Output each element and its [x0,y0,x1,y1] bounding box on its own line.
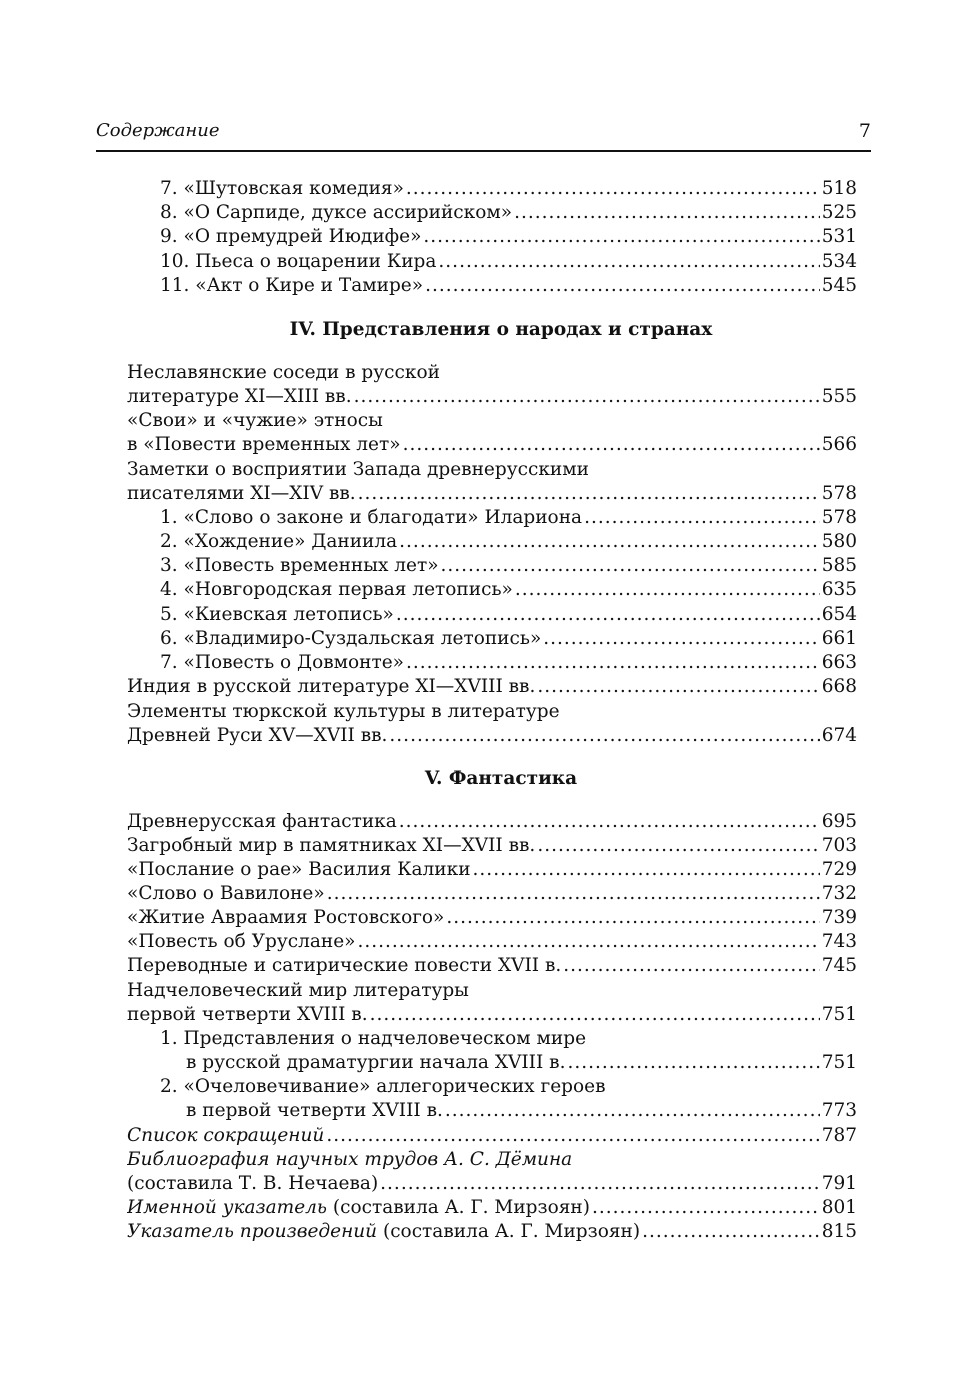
toc-leader-dots [403,433,820,457]
toc-leader-dots [592,1196,820,1220]
toc-entry-page: 635 [821,579,857,600]
toc-entry-title-line[interactable]: Заметки о восприятии Запада древнерусскими [127,459,589,480]
toc-entry-page: 525 [821,202,857,223]
toc-entry-title: в первой четверти XVIII в. [186,1100,443,1121]
toc-entry-page: 703 [821,835,857,856]
toc-leader-dots [642,1220,820,1244]
toc-entry-title: 8. «О Сарпиде, дуксе ассирийском» [160,202,513,223]
toc-entry-title: 1. «Слово о законе и благодати» Илариона [160,507,583,528]
toc-entry[interactable] [127,433,857,457]
toc-leader-dots [441,554,820,578]
toc-leader-dots [567,1051,819,1075]
toc-leader-dots [514,201,820,225]
toc-entry-page: 555 [821,386,857,407]
toc-entry[interactable] [186,1099,857,1123]
toc-entry-title-italic: Именной указатель [127,1197,327,1218]
toc-entry[interactable] [160,225,857,249]
toc-entry-title-line[interactable]: 1. Представления о надчеловеческом мире [160,1028,587,1049]
toc-entry-page: 674 [821,725,857,746]
running-head-page-number: 7 [858,120,871,142]
toc-entry-title: Индия в русской литературе XI—XVIII вв. [127,676,536,697]
toc-entry[interactable] [186,1051,857,1075]
toc-leader-dots [537,834,819,858]
toc-leader-dots [370,1003,820,1027]
toc-leader-dots [326,1124,819,1148]
toc-entry-page: 695 [821,811,857,832]
toc-entry-title: 7. «Повесть о Довмонте» [160,652,405,673]
toc-leader-dots [399,810,820,834]
toc-entry[interactable] [160,603,857,627]
toc-entry-page: 534 [821,251,857,272]
toc-leader-dots [473,858,820,882]
toc-entry[interactable] [160,201,857,225]
toc-entry-page: 743 [821,931,857,952]
toc-entry-title: «Житие Авраамия Ростовского» [127,907,445,928]
toc-entry-title-line[interactable]: Надчеловеческий мир литературы [127,980,469,1001]
toc-entry[interactable] [160,627,857,651]
toc-entry[interactable] [127,834,857,858]
toc-entry[interactable] [160,554,857,578]
toc-entry-title: писателями XI—XIV вв. [127,483,356,504]
toc-entry[interactable] [127,1220,857,1244]
toc-entry-title-line[interactable]: «Свои» и «чужие» этносы [127,410,383,431]
toc-entry[interactable] [127,954,857,978]
toc-entry-page: 580 [821,531,857,552]
toc-entry-title: «Повесть об Уруслане» [127,931,356,952]
toc-entry[interactable] [127,1003,857,1027]
toc-entry[interactable] [127,858,857,882]
toc-leader-dots [537,675,819,699]
section-heading-iv: IV. Представления о народах и странах [289,319,713,340]
toc-entry-title-line[interactable]: 2. «Очеловечивание» аллегорических героев [160,1076,606,1097]
toc-entry-page: 566 [821,434,857,455]
toc-entry[interactable] [127,906,857,930]
toc-entry-page: 815 [821,1221,857,1242]
toc-entry[interactable] [127,675,857,699]
toc-entry-page: 661 [821,628,857,649]
toc-entry-title-rest: (составила А. Г. Мирзоян) [327,1197,590,1218]
toc-entry-title: литературе XI—XIII вв. [127,386,352,407]
toc-entry-title-rest: (составила А. Г. Мирзоян) [377,1221,641,1242]
toc-entry-title: «Слово о Вавилоне» [127,883,325,904]
toc-entry-title: в русской драматургии начала XVIII в. [186,1052,566,1073]
toc-entry[interactable] [127,930,857,954]
toc-entry-title-line[interactable]: Элементы тюркской культуры в литературе [127,701,560,722]
toc-entry-page: 732 [821,883,857,904]
toc-leader-dots [396,603,820,627]
toc-leader-dots [446,906,819,930]
toc-entry-page: 531 [821,226,857,247]
toc-leader-dots [406,177,820,201]
toc-entry-page: 801 [821,1197,857,1218]
toc-entry-page: 585 [821,555,857,576]
toc-entry-title: Древней Руси XV—XVII вв. [127,725,388,746]
toc-entry-title: Древнерусская фантастика [127,811,397,832]
toc-leader-dots [515,578,820,602]
toc-leader-dots [399,530,820,554]
toc-entry[interactable] [160,177,857,201]
section-heading-v: V. Фантастика [424,768,578,789]
toc-leader-dots [380,1172,820,1196]
page-header [96,118,871,152]
toc-entry-title: Загробный мир в памятниках XI—XVII вв. [127,835,536,856]
toc-entry[interactable] [160,274,857,298]
toc-entry-page: 729 [821,859,857,880]
toc-entry-page: 545 [821,275,857,296]
toc-entry-title: в «Повести временных лет» [127,434,401,455]
toc-leader-dots [354,385,820,409]
toc-entry-page: 787 [821,1125,857,1146]
toc-entry-page: 663 [821,652,857,673]
running-head-title: Содержание [96,120,220,141]
toc-entry-title: 5. «Киевская летопись» [160,604,394,625]
toc-entry[interactable] [160,250,857,274]
toc-leader-dots [406,651,820,675]
toc-entry-title: Переводные и сатирические повести XVII в. [127,955,562,976]
toc-entry-page: 578 [821,483,857,504]
toc-entry-title: (составила Т. В. Нечаева) [127,1173,379,1194]
toc-entry-page: 751 [821,1004,857,1025]
toc-entry[interactable] [127,810,857,834]
toc-leader-dots [327,882,820,906]
toc-leader-dots [543,627,819,651]
toc-entry-title: 10. Пьеса о воцарении Кира [160,251,437,272]
toc-leader-dots [423,225,819,249]
toc-entry[interactable] [127,385,857,409]
toc-entry-title-italic: Указатель произведений [127,1221,378,1242]
toc-entry-page: 578 [821,507,857,528]
toc-entry[interactable] [160,530,857,554]
toc-entry-page: 751 [821,1052,857,1073]
toc-entry-title: 7. «Шутовская комедия» [160,178,404,199]
toc-entry-page: 518 [821,178,857,199]
toc-leader-dots [358,482,820,506]
toc-entry-title: 4. «Новгородская первая летопись» [160,579,513,600]
toc-entry-title: 11. «Акт о Кире и Тамире» [160,275,424,296]
toc-entry-title: первой четверти XVIII в. [127,1004,368,1025]
toc-entry-title: 9. «О премудрей Июдифе» [160,226,422,247]
toc-entry-title: 3. «Повесть временных лет» [160,555,439,576]
toc-entry[interactable] [160,578,857,602]
toc-leader-dots [358,930,820,954]
toc-entry[interactable] [127,1172,857,1196]
toc-leader-dots [584,506,820,530]
toc-entry[interactable] [127,1196,857,1220]
toc-entry-title: 2. «Хождение» Даниила [160,531,398,552]
toc-entry-title [127,1196,590,1220]
toc-entry-title: Список сокращений [127,1125,325,1146]
toc-entry[interactable] [127,882,857,906]
toc-entry[interactable] [160,651,857,675]
toc-entry-title [127,1220,640,1244]
toc-entry-title-line[interactable]: Библиография научных трудов А. С. Дёмина [127,1149,573,1170]
toc-leader-dots [445,1099,820,1123]
toc-entry-page: 773 [821,1100,857,1121]
toc-entry-page: 739 [821,907,857,928]
toc-entry[interactable] [127,724,857,748]
toc-leader-dots [389,724,819,748]
toc-entry[interactable] [127,482,857,506]
toc-entry-page: 668 [821,676,857,697]
toc-entry-title: 6. «Владимиро-Суздальская летопись» [160,628,542,649]
toc-entry[interactable] [127,1124,857,1148]
toc-entry-page: 745 [821,955,857,976]
toc-entry-title: «Послание о рае» Василия Калики [127,859,471,880]
toc-entry-title-line[interactable]: Неславянские соседи в русской [127,362,440,383]
toc-leader-dots [425,274,820,298]
toc-leader-dots [563,954,819,978]
toc-entry[interactable] [160,506,857,530]
toc-entry-page: 654 [821,604,857,625]
toc-leader-dots [438,250,819,274]
toc-entry-page: 791 [821,1173,857,1194]
